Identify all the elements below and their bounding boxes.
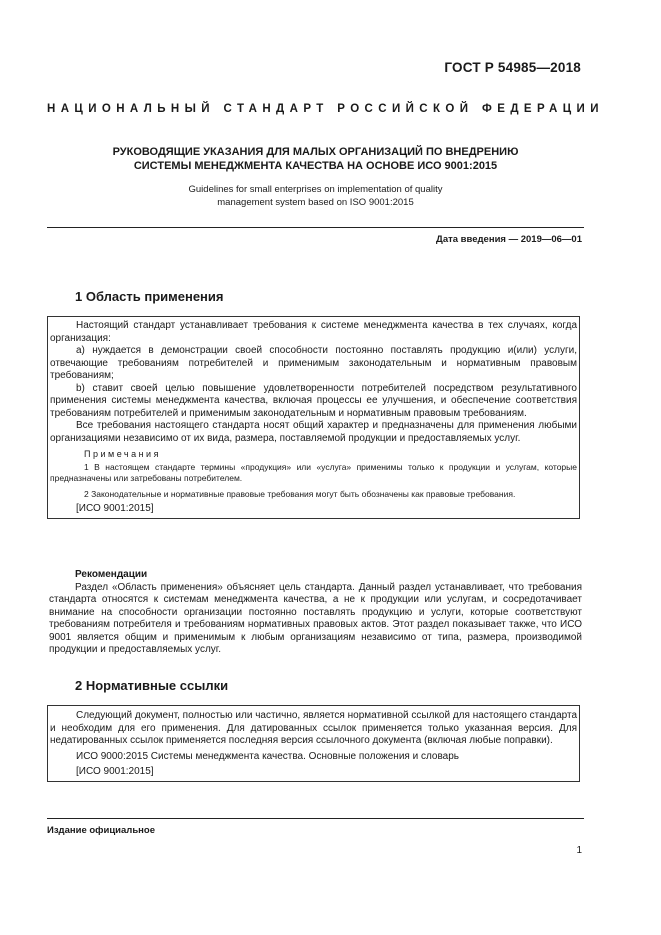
national-standard-heading: НАЦИОНАЛЬНЫЙ СТАНДАРТ РОССИЙСКОЙ ФЕДЕРАЦИИ: [47, 103, 604, 115]
section-1-heading: 1 Область применения: [75, 289, 224, 304]
note-1: 1 В настоящем стандарте термины «продукция» или «услуга» применимы только к продукции и услугам, которые предназначены или затребованы потребителем.: [50, 461, 577, 483]
recommendations-title: Рекомендации: [75, 569, 148, 580]
official-edition-label: Издание официальное: [47, 825, 155, 836]
recommendations-text: Раздел «Область применения» объясняет цель стандарта. Данный раздел устанавливает, что требования стандарта относятся к системам менеджмента качества, а не к продукции или услугам, и сосредотачивает внимание на способности организации постоянно поставлять продукцию и услуги, которые соответствуют требованиям потребителя и требованиям нормативных правовых актов. Этот раздел показывает также, что ИСО 9001 является общим и применимым к любым организациям независимо от типа, размера, производимой продукции и предоставляемых услуг.: [49, 581, 582, 655]
date-of-introduction: Дата введения — 2019—06—01: [436, 234, 582, 245]
paragraph: b) ставит своей целью повышение удовлетворенности потребителей посредством результативного применения системы менеджмента качества, включая процессы ее улучшения, и обеспечение соответствия требованиям потребителей и применимым законодательным и нормативным правовым требованиям.: [50, 382, 577, 419]
paragraph: Все требования настоящего стандарта носят общий характер и предназначены для применения любыми организациями независимо от их вида, размера, поставляемой продукции и предоставляемых услуг.: [50, 420, 577, 444]
gost-code: ГОСТ Р 54985—2018: [444, 60, 581, 75]
section-2-heading: 2 Нормативные ссылки: [75, 678, 229, 693]
reference: [ИСО 9001:2015]: [76, 766, 154, 777]
recommendations: [49, 569, 582, 657]
notes-heading: Примечания: [84, 449, 161, 459]
title-russian-line-2: СИСТЕМЫ МЕНЕДЖМЕНТА КАЧЕСТВА НА ОСНОВЕ ИСО 9001:2015: [133, 160, 498, 172]
page-number: 1: [576, 845, 582, 856]
section-2-quote-box: [47, 705, 580, 782]
paragraph: Настоящий стандарт устанавливает требования к системе менеджмента качества в тех случаях, когда организация:: [50, 320, 577, 344]
section-1-quote-box: [47, 316, 580, 519]
reference: [ИСО 9001:2015]: [76, 503, 154, 514]
title-russian-line-1: РУКОВОДЯЩИЕ УКАЗАНИЯ ДЛЯ МАЛЫХ ОРГАНИЗАЦИЙ ПО ВНЕДРЕНИЮ: [112, 146, 519, 158]
footer-divider: [47, 818, 584, 819]
title-english: [47, 184, 584, 209]
paragraph: Следующий документ, полностью или частично, является нормативной ссылкой для настоящего стандарта и необходим для его применения. Для датированных ссылок применяется только указанная версия. Для недатированных ссылок применяется последняя версия ссылочного документа (включая любые поправки).: [50, 710, 578, 746]
title-english-line-1: Guidelines for small enterprises on implementation of quality: [188, 184, 443, 195]
title-english-line-2: management system based on ISO 9001:2015: [217, 196, 414, 208]
title-russian: [47, 145, 584, 173]
paragraph: а) нуждается в демонстрации своей способности постоянно поставлять продукцию и(или) услуги, отвечающие требованиям потребителей и применимым законодательным и нормативным правовым требованиям;: [50, 345, 577, 381]
header-divider: [47, 227, 584, 228]
normative-reference: ИСО 9000:2015 Системы менеджмента качества. Основные положения и словарь: [76, 750, 460, 762]
note-2: 2 Законодательные и нормативные правовые требования могут быть обозначены как правовые требования.: [84, 488, 516, 499]
